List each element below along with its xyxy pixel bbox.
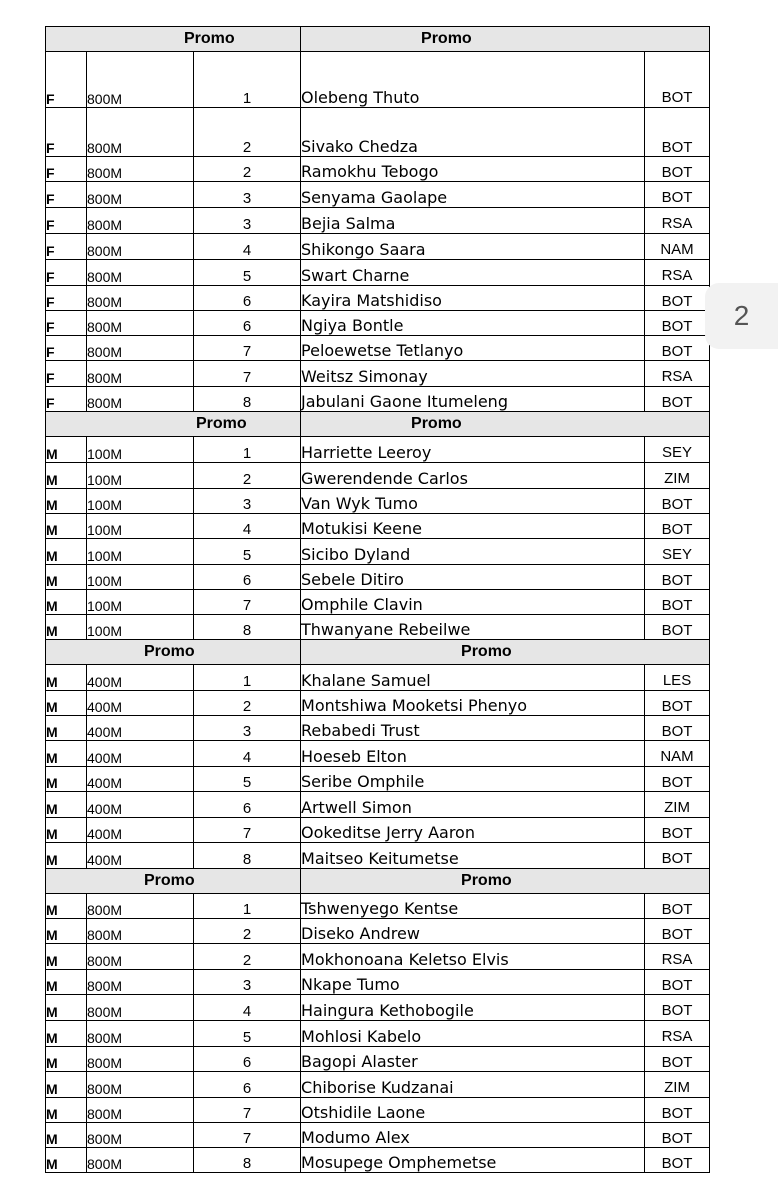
event-cell: 100M <box>87 539 194 565</box>
athlete-name-cell: Montshiwa Mooketsi Phenyo <box>301 691 645 716</box>
athlete-name-cell: Sebele Ditiro <box>301 565 645 590</box>
table-row <box>46 361 710 387</box>
gender-cell: F <box>46 182 87 208</box>
position-cell: 5 <box>194 539 301 565</box>
table-row <box>46 615 710 640</box>
position-cell: 8 <box>194 1148 301 1173</box>
athlete-name-cell: Ngiya Bontle <box>301 311 645 336</box>
athlete-name-cell: Chiborise Kudzanai <box>301 1072 645 1098</box>
table-row <box>46 52 710 108</box>
position-cell: 5 <box>194 1021 301 1047</box>
country-cell: BOT <box>645 286 710 311</box>
country-cell: BOT <box>645 157 710 182</box>
event-cell: 800M <box>87 361 194 387</box>
event-cell: 100M <box>87 565 194 590</box>
country-cell: BOT <box>645 590 710 615</box>
table-row <box>46 1148 710 1173</box>
country-cell: ZIM <box>645 463 710 489</box>
athlete-name-cell: Senyama Gaolape <box>301 182 645 208</box>
position-cell: 1 <box>194 894 301 919</box>
country-cell: BOT <box>645 818 710 843</box>
gender-cell: F <box>46 260 87 286</box>
gender-cell: F <box>46 234 87 260</box>
position-cell: 7 <box>194 818 301 843</box>
section-header-row <box>46 27 710 52</box>
section-header-right: Promo <box>301 412 710 437</box>
country-cell: BOT <box>645 919 710 944</box>
gender-cell: F <box>46 108 87 157</box>
table-row <box>46 336 710 361</box>
table-row <box>46 590 710 615</box>
country-cell: BOT <box>645 691 710 716</box>
country-cell: NAM <box>645 741 710 767</box>
country-cell: RSA <box>645 208 710 234</box>
position-cell: 3 <box>194 208 301 234</box>
athlete-name-cell: Omphile Clavin <box>301 590 645 615</box>
country-cell: BOT <box>645 52 710 108</box>
position-cell: 3 <box>194 970 301 995</box>
country-cell: BOT <box>645 843 710 869</box>
table-row <box>46 767 710 792</box>
country-cell: BOT <box>645 489 710 514</box>
table-row <box>46 818 710 843</box>
position-cell: 8 <box>194 615 301 640</box>
athlete-name-cell: Swart Charne <box>301 260 645 286</box>
athlete-name-cell: Khalane Samuel <box>301 665 645 691</box>
event-cell: 400M <box>87 767 194 792</box>
event-cell: 400M <box>87 665 194 691</box>
gender-cell: M <box>46 944 87 970</box>
table-row <box>46 108 710 157</box>
gender-cell: M <box>46 1021 87 1047</box>
event-cell: 400M <box>87 818 194 843</box>
table-row <box>46 565 710 590</box>
position-cell: 2 <box>194 108 301 157</box>
position-cell: 2 <box>194 944 301 970</box>
athlete-name-cell: Mohlosi Kabelo <box>301 1021 645 1047</box>
table-row <box>46 311 710 336</box>
position-cell: 1 <box>194 665 301 691</box>
section-header-left: Promo <box>46 412 301 437</box>
country-cell: BOT <box>645 311 710 336</box>
gender-cell: M <box>46 565 87 590</box>
section-header-right: Promo <box>301 869 710 894</box>
country-cell: BOT <box>645 970 710 995</box>
gender-cell: F <box>46 336 87 361</box>
section-header-left: Promo <box>46 27 301 52</box>
table-row <box>46 208 710 234</box>
athlete-name-cell: Bejia Salma <box>301 208 645 234</box>
event-cell: 400M <box>87 792 194 818</box>
position-cell: 8 <box>194 843 301 869</box>
event-cell: 800M <box>87 1123 194 1148</box>
table-row <box>46 665 710 691</box>
country-cell: BOT <box>645 767 710 792</box>
event-cell: 800M <box>87 1098 194 1123</box>
gender-cell: M <box>46 437 87 463</box>
section-header-row <box>46 869 710 894</box>
gender-cell: M <box>46 716 87 741</box>
position-cell: 5 <box>194 767 301 792</box>
event-cell: 800M <box>87 944 194 970</box>
table-row <box>46 489 710 514</box>
event-cell: 800M <box>87 1047 194 1072</box>
gender-cell: M <box>46 615 87 640</box>
country-cell: BOT <box>645 565 710 590</box>
table-row <box>46 1047 710 1072</box>
country-cell: RSA <box>645 1021 710 1047</box>
position-cell: 4 <box>194 514 301 539</box>
event-cell: 800M <box>87 1148 194 1173</box>
table-row <box>46 741 710 767</box>
table-row <box>46 182 710 208</box>
table-row <box>46 691 710 716</box>
gender-cell: M <box>46 665 87 691</box>
event-cell: 800M <box>87 52 194 108</box>
table-row <box>46 792 710 818</box>
country-cell: BOT <box>645 182 710 208</box>
page-number-tab[interactable]: 2 <box>705 283 778 349</box>
gender-cell: M <box>46 843 87 869</box>
event-cell: 100M <box>87 463 194 489</box>
athlete-name-cell: Gwerendende Carlos <box>301 463 645 489</box>
athlete-name-cell: Rebabedi Trust <box>301 716 645 741</box>
event-cell: 100M <box>87 489 194 514</box>
athlete-name-cell: Sivako Chedza <box>301 108 645 157</box>
country-cell: RSA <box>645 260 710 286</box>
country-cell: BOT <box>645 1047 710 1072</box>
event-cell: 400M <box>87 843 194 869</box>
event-cell: 400M <box>87 691 194 716</box>
gender-cell: M <box>46 919 87 944</box>
position-cell: 6 <box>194 1047 301 1072</box>
event-cell: 800M <box>87 234 194 260</box>
country-cell: BOT <box>645 514 710 539</box>
section-header-left: Promo <box>46 869 301 894</box>
country-cell: BOT <box>645 1148 710 1173</box>
position-cell: 3 <box>194 182 301 208</box>
position-cell: 8 <box>194 387 301 412</box>
event-cell: 800M <box>87 208 194 234</box>
event-cell: 800M <box>87 157 194 182</box>
table-row <box>46 1072 710 1098</box>
position-cell: 5 <box>194 260 301 286</box>
position-cell: 3 <box>194 716 301 741</box>
event-cell: 800M <box>87 286 194 311</box>
athlete-name-cell: Kayira Matshidiso <box>301 286 645 311</box>
position-cell: 6 <box>194 286 301 311</box>
event-cell: 100M <box>87 437 194 463</box>
athlete-name-cell: Harriette Leeroy <box>301 437 645 463</box>
country-cell: BOT <box>645 108 710 157</box>
event-cell: 800M <box>87 387 194 412</box>
athlete-name-cell: Van Wyk Tumo <box>301 489 645 514</box>
event-cell: 800M <box>87 919 194 944</box>
position-cell: 2 <box>194 157 301 182</box>
country-cell: BOT <box>645 615 710 640</box>
athlete-name-cell: Shikongo Saara <box>301 234 645 260</box>
athlete-name-cell: Mokhonoana Keletso Elvis <box>301 944 645 970</box>
table-row <box>46 157 710 182</box>
country-cell: ZIM <box>645 1072 710 1098</box>
position-cell: 2 <box>194 691 301 716</box>
gender-cell: M <box>46 970 87 995</box>
country-cell: SEY <box>645 437 710 463</box>
event-cell: 100M <box>87 514 194 539</box>
gender-cell: M <box>46 894 87 919</box>
table-row <box>46 1123 710 1148</box>
position-cell: 6 <box>194 311 301 336</box>
position-cell: 3 <box>194 489 301 514</box>
table-row <box>46 387 710 412</box>
athlete-name-cell: Bagopi Alaster <box>301 1047 645 1072</box>
gender-cell: M <box>46 1072 87 1098</box>
gender-cell: F <box>46 311 87 336</box>
athlete-name-cell: Ramokhu Tebogo <box>301 157 645 182</box>
position-cell: 4 <box>194 234 301 260</box>
gender-cell: M <box>46 514 87 539</box>
country-cell: BOT <box>645 716 710 741</box>
gender-cell: M <box>46 463 87 489</box>
position-cell: 6 <box>194 565 301 590</box>
gender-cell: F <box>46 286 87 311</box>
athlete-name-cell: Haingura Kethobogile <box>301 995 645 1021</box>
athlete-name-cell: Tshwenyego Kentse <box>301 894 645 919</box>
position-cell: 7 <box>194 1123 301 1148</box>
country-cell: BOT <box>645 1123 710 1148</box>
gender-cell: M <box>46 590 87 615</box>
athlete-name-cell: Motukisi Keene <box>301 514 645 539</box>
position-cell: 1 <box>194 52 301 108</box>
table-row <box>46 437 710 463</box>
gender-cell: M <box>46 1047 87 1072</box>
position-cell: 7 <box>194 336 301 361</box>
gender-cell: M <box>46 691 87 716</box>
country-cell: NAM <box>645 234 710 260</box>
athlete-name-cell: Hoeseb Elton <box>301 741 645 767</box>
athlete-name-cell: Nkape Tumo <box>301 970 645 995</box>
table-row <box>46 970 710 995</box>
position-cell: 4 <box>194 995 301 1021</box>
gender-cell: M <box>46 767 87 792</box>
table-row <box>46 260 710 286</box>
section-header-right: Promo <box>301 640 710 665</box>
gender-cell: F <box>46 208 87 234</box>
athlete-name-cell: Diseko Andrew <box>301 919 645 944</box>
gender-cell: F <box>46 157 87 182</box>
event-cell: 800M <box>87 182 194 208</box>
athlete-name-cell: Mosupege Omphemetse <box>301 1148 645 1173</box>
gender-cell: F <box>46 361 87 387</box>
athlete-name-cell: Artwell Simon <box>301 792 645 818</box>
athlete-name-cell: Thwanyane Rebeilwe <box>301 615 645 640</box>
table-row <box>46 995 710 1021</box>
event-cell: 800M <box>87 108 194 157</box>
event-cell: 800M <box>87 894 194 919</box>
event-cell: 800M <box>87 1021 194 1047</box>
athlete-name-cell: Maitseo Keitumetse <box>301 843 645 869</box>
table-row <box>46 894 710 919</box>
results-table <box>45 26 710 1173</box>
position-cell: 7 <box>194 590 301 615</box>
table-row <box>46 1098 710 1123</box>
gender-cell: F <box>46 52 87 108</box>
table-row <box>46 919 710 944</box>
section-header-row <box>46 640 710 665</box>
position-cell: 2 <box>194 463 301 489</box>
country-cell: BOT <box>645 336 710 361</box>
athlete-name-cell: Ookeditse Jerry Aaron <box>301 818 645 843</box>
table-row <box>46 514 710 539</box>
gender-cell: M <box>46 539 87 565</box>
event-cell: 400M <box>87 716 194 741</box>
event-cell: 800M <box>87 311 194 336</box>
event-cell: 800M <box>87 336 194 361</box>
country-cell: BOT <box>645 1098 710 1123</box>
athlete-name-cell: Otshidile Laone <box>301 1098 645 1123</box>
country-cell: BOT <box>645 995 710 1021</box>
position-cell: 4 <box>194 741 301 767</box>
athlete-name-cell: Peloewetse Tetlanyo <box>301 336 645 361</box>
position-cell: 6 <box>194 792 301 818</box>
table-row <box>46 539 710 565</box>
results-body <box>46 27 710 1173</box>
position-cell: 6 <box>194 1072 301 1098</box>
position-cell: 7 <box>194 361 301 387</box>
country-cell: RSA <box>645 361 710 387</box>
country-cell: ZIM <box>645 792 710 818</box>
event-cell: 400M <box>87 741 194 767</box>
athlete-name-cell: Olebeng Thuto <box>301 52 645 108</box>
table-row <box>46 286 710 311</box>
event-cell: 800M <box>87 970 194 995</box>
athlete-name-cell: Sicibo Dyland <box>301 539 645 565</box>
gender-cell: M <box>46 489 87 514</box>
position-cell: 1 <box>194 437 301 463</box>
athlete-name-cell: Jabulani Gaone Itumeleng <box>301 387 645 412</box>
section-header-right: Promo <box>301 27 710 52</box>
country-cell: SEY <box>645 539 710 565</box>
event-cell: 100M <box>87 590 194 615</box>
athlete-name-cell: Seribe Omphile <box>301 767 645 792</box>
gender-cell: M <box>46 1148 87 1173</box>
athlete-name-cell: Modumo Alex <box>301 1123 645 1148</box>
position-cell: 2 <box>194 919 301 944</box>
table-row <box>46 463 710 489</box>
country-cell: RSA <box>645 944 710 970</box>
gender-cell: M <box>46 792 87 818</box>
section-header-left: Promo <box>46 640 301 665</box>
country-cell: BOT <box>645 894 710 919</box>
gender-cell: M <box>46 741 87 767</box>
section-header-row <box>46 412 710 437</box>
country-cell: LES <box>645 665 710 691</box>
gender-cell: M <box>46 995 87 1021</box>
table-row <box>46 843 710 869</box>
athlete-name-cell: Weitsz Simonay <box>301 361 645 387</box>
country-cell: BOT <box>645 387 710 412</box>
position-cell: 7 <box>194 1098 301 1123</box>
event-cell: 100M <box>87 615 194 640</box>
table-row <box>46 1021 710 1047</box>
event-cell: 800M <box>87 995 194 1021</box>
gender-cell: M <box>46 818 87 843</box>
event-cell: 800M <box>87 260 194 286</box>
table-row <box>46 234 710 260</box>
gender-cell: F <box>46 387 87 412</box>
table-row <box>46 716 710 741</box>
event-cell: 800M <box>87 1072 194 1098</box>
gender-cell: M <box>46 1098 87 1123</box>
table-row <box>46 944 710 970</box>
gender-cell: M <box>46 1123 87 1148</box>
